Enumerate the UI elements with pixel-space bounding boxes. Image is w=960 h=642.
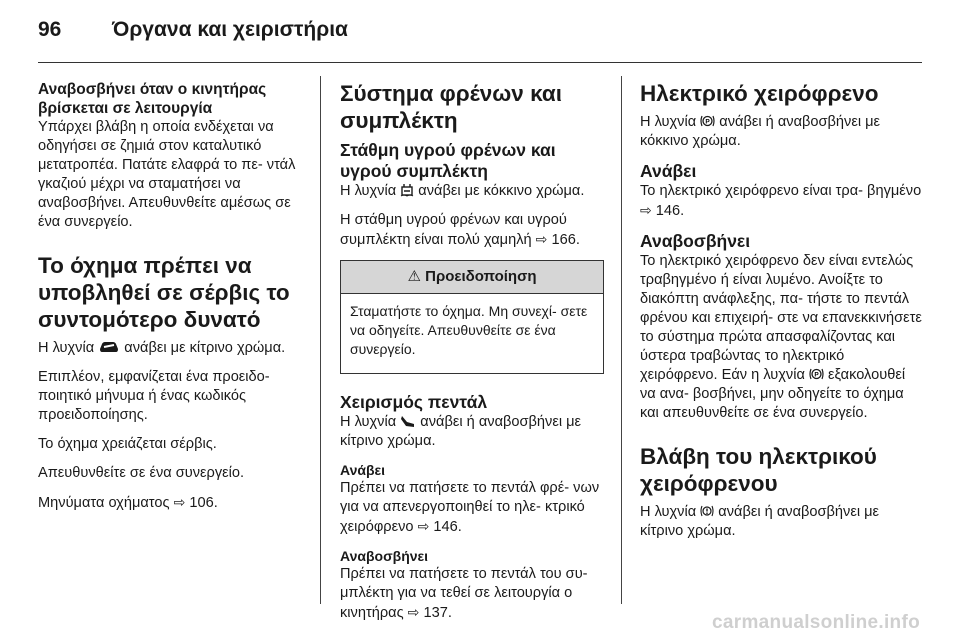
paragraph-epb-not-applied: Το ηλεκτρικό χειρόφρενο δεν είναι εντελώς τραβηγμένο ή είναι λυμένο. Ανοίξτε το διακόπτη ανάφλεξης, πα- τήστε το πεντάλ φρένου και επιχειρή- στε να επανεκκινήσετε το σύστημα πρώτα απασφαλίζοντας και ύστερα τραβώντας το ηλεκτρικό χειρόφρενο. Εάν η λυχνία P εξακολουθεί να ανα- βοσβήνει, μην οδηγείτε το όχημα και απευθυνθείτε σε ένα συνεργείο. [640,253,922,421]
heading-pedal: Χειρισμός πεντάλ [340,392,488,412]
warning-box [340,260,604,374]
paragraph-fluid-lamp: Η λυχνία ανάβει με κόκκινο χρώμα. [340,183,585,199]
reference-arrow-icon: ⇨ [173,494,186,510]
column-divider-2 [621,76,622,604]
heading-flash: Αναβοσβήνει [340,548,429,564]
heading-fluid-level: Στάθμη υγρού φρένων και υγρού συμπλέκτη [340,140,556,181]
heading-epb-flash: Αναβοσβήνει [640,231,751,251]
paragraph-press-clutch: Πρέπει να πατήσετε το πεντάλ του συ- μπλέκτη για να τεθεί σε λειτουργία ο κινητήρας ⇨ 137. [340,566,588,621]
chapter-title: Όργανα και χειριστήρια [112,18,348,41]
foot-pedal-icon [400,414,416,428]
service-vehicle-icon [98,340,120,354]
paragraph-epb-applied: Το ηλεκτρικό χειρόφρενο είναι τρα- βηγμένο ⇨ 146. [640,183,922,219]
page-ref-link[interactable]: 106. [189,495,218,511]
reference-arrow-icon: ⇨ [640,202,652,218]
column-divider-1 [320,76,321,604]
parking-brake-fault-icon [700,504,714,518]
page-header [38,18,348,48]
paragraph-epb-lamp: Η λυχνία P ανάβει ή αναβοσβήνει με κόκκινο χρώμα. [640,114,881,149]
paragraph-warning-message: Επιπλέον, εμφανίζεται ένα προειδο- ποιητικό μήνυμα ή ένας κωδικός προειδοποίησης. [38,369,270,423]
page-ref-link[interactable]: 166. [551,232,580,248]
paragraph-contact-workshop: Απευθυνθείτε σε ένα συνεργείο. [38,465,245,481]
page-number: 96 [38,18,62,41]
paragraph-catalytic: Υπάρχει βλάβη η οποία ενδέχεται να οδηγήσει σε ζημιά στον καταλυτικό μετατροπέα. Πατάτε ελαφρά το πε- ντάλ γκαζιού μέχρι να σταματήσει να αναβοσβήνει. Απευθυνθείτε αμέσως σε ένα συνεργείο. [38,119,296,230]
page-ref-link[interactable]: 137. [423,605,452,621]
heading-epb-fault: Βλάβη του ηλεκτρικού χειρόφρενου [640,444,877,496]
paragraph-press-brake: Πρέπει να πατήσετε το πεντάλ φρέ- νων για να απενεργοποιηθεί το ηλε- κτρικό χειρόφρενο ⇨ 146. [340,480,600,535]
column-1 [38,80,300,523]
heading-electric-parking-brake: Ηλεκτρικό χειρόφρενο [640,81,879,106]
heading-epb-on: Ανάβει [640,161,697,181]
brake-fluid-icon [400,183,414,197]
header-rule [38,62,922,63]
paragraph-needs-service: Το όχημα χρειάζεται σέρβις. [38,436,217,452]
page-ref-link[interactable]: 146. [655,203,685,219]
reference-arrow-icon: ⇨ [407,604,420,620]
paragraph-fluid-low: Η στάθμη υγρού φρένων και υγρού συμπλέκτη είναι πολύ χαμηλή ⇨ 166. [340,212,580,248]
reference-arrow-icon: ⇨ [535,231,548,247]
warning-title: Προειδοποίηση [425,268,537,285]
svg-text:P: P [705,118,710,126]
column-3 [640,80,922,551]
parking-brake-icon [809,367,824,381]
watermark: carmanualsonline.info [712,612,920,633]
warning-text: Σταματήστε το όχημα. Μη συνεχί- σετε να οδηγείτε. Απευθυνθείτε σε ένα συνεργείο. [350,303,588,357]
heading-brake-clutch: Σύστημα φρένων και συμπλέκτη [340,81,562,133]
reference-arrow-icon: ⇨ [417,518,430,534]
parking-brake-icon [700,114,715,128]
warning-triangle-icon: ⚠ [407,268,421,285]
paragraph-service-lamp: Η λυχνία ανάβει με κίτρινο χρώμα. [38,340,286,356]
paragraph-pedal-lamp: Η λυχνία ανάβει ή αναβοσβήνει με κίτρινο χρώμα. [340,414,582,449]
heading-service-soon: Το όχημα πρέπει να υποβληθεί σε σέρβις το συντομότερο δυνατό [38,253,290,332]
paragraph-vehicle-messages: Μηνύματα οχήματος ⇨ 106. [38,494,218,511]
svg-text:P: P [814,371,819,379]
heading-engine-running: Αναβοσβήνει όταν ο κινητήρας βρίσκεται σε λειτουργία [38,81,267,117]
heading-on: Ανάβει [340,462,386,478]
page-ref-link[interactable]: 146. [433,519,462,535]
paragraph-epb-fault-lamp: Η λυχνία ανάβει ή αναβοσβήνει με κίτρινο χρώμα. [640,504,880,539]
warning-header [341,261,603,294]
column-2 [340,80,604,633]
